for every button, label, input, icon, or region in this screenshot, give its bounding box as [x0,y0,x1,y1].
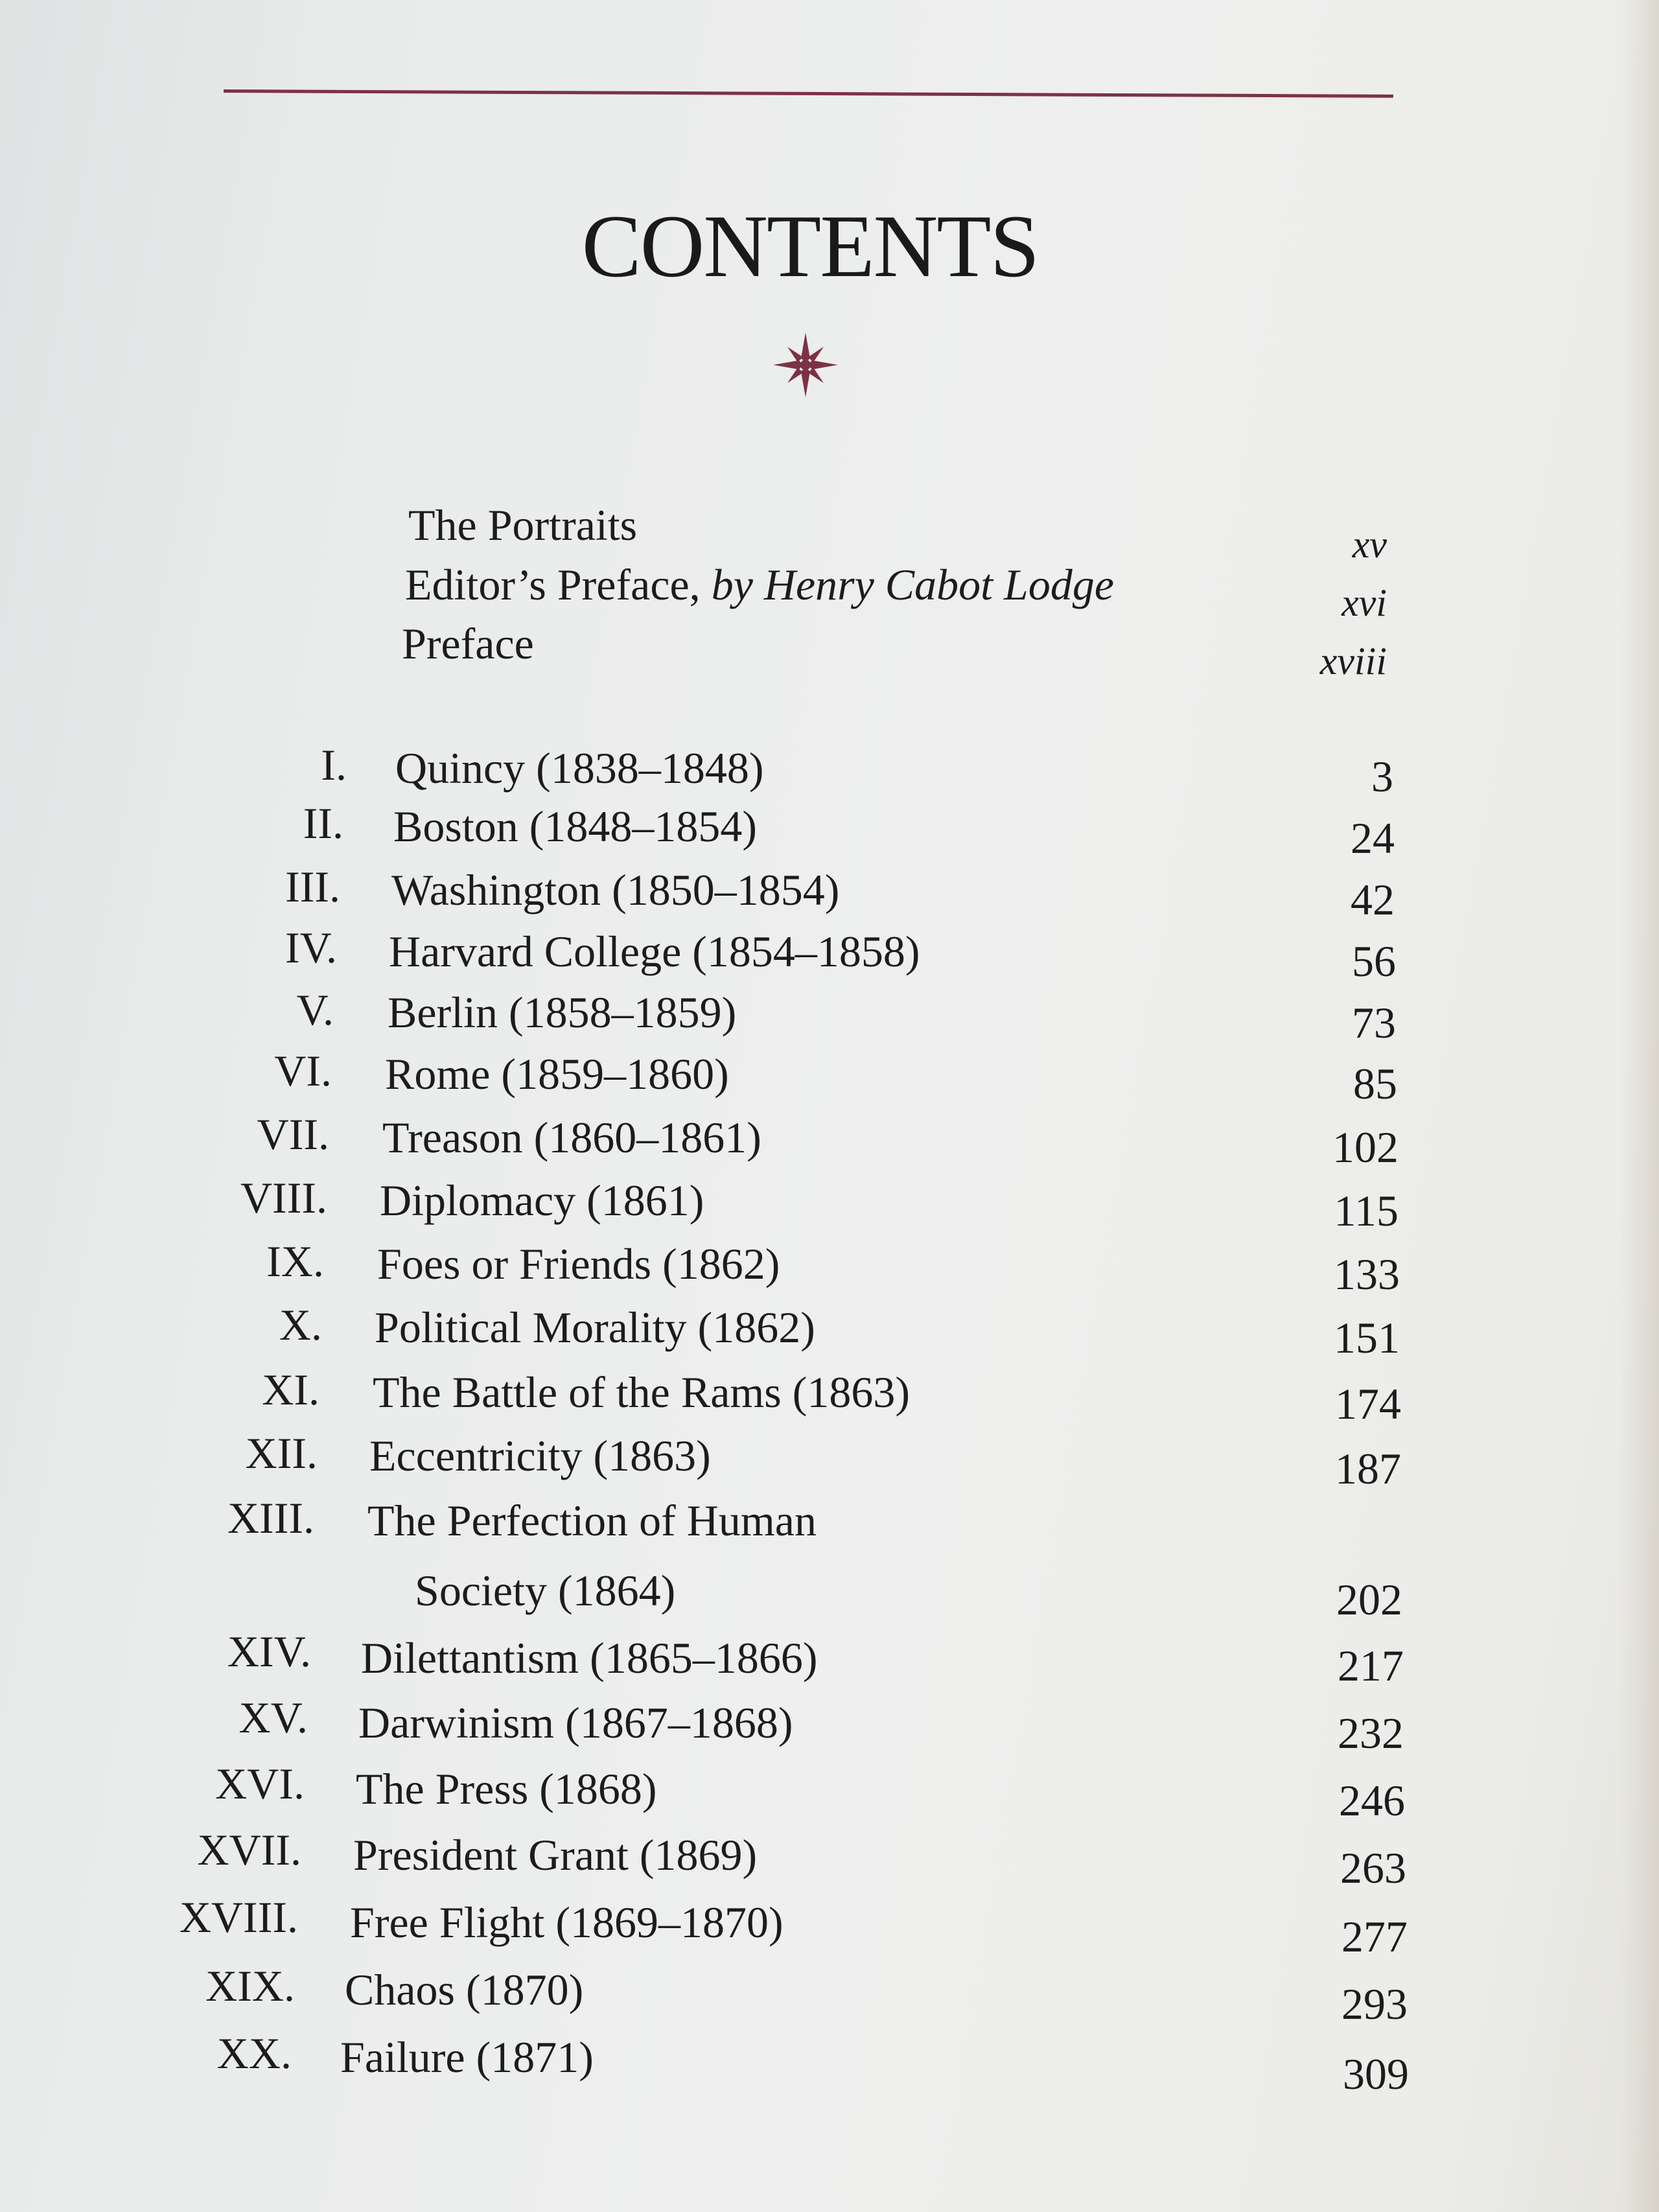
chapter-numeral: XI. [262,1365,319,1414]
chapter-title[interactable]: The Press (1868) [356,1764,657,1813]
chapter-numeral: VI. [274,1046,332,1095]
chapter-title[interactable]: Diplomacy (1861) [380,1176,704,1225]
front-matter-page: xvi [1341,581,1387,624]
chapter-page: 133 [1334,1250,1400,1299]
chapter-title[interactable]: Failure (1871) [340,2032,594,2082]
page-title: CONTENTS [581,196,1039,296]
chapter-numeral: VII. [257,1110,329,1159]
chapter-numeral: III. [285,862,340,911]
chapter-numeral: II. [303,798,343,848]
chapter-page: 42 [1351,875,1395,924]
chapter-numeral: XVI. [215,1759,305,1808]
front-matter-entry[interactable] [402,618,534,669]
chapter-numeral: IV. [285,923,337,972]
chapter-title[interactable]: Treason (1860–1861) [382,1113,761,1162]
chapter-title[interactable]: The Perfection of Human [367,1496,817,1545]
chapter-title[interactable]: Harvard College (1854–1858) [389,927,920,976]
chapter-numeral: XIV. [227,1627,311,1676]
chapter-page: 246 [1339,1776,1405,1825]
chapter-numeral: I. [321,740,347,789]
chapter-numeral: XVII. [197,1825,301,1874]
chapter-page: 56 [1352,937,1396,986]
chapter-title[interactable]: Free Flight (1869–1870) [350,1898,783,1947]
front-matter-entry[interactable] [408,499,637,551]
chapter-page: 3 [1371,752,1393,801]
chapter-numeral: IX. [266,1237,324,1286]
chapter-page: 309 [1343,2049,1409,2099]
chapter-title[interactable]: Dilettantism (1865–1866) [361,1633,818,1682]
chapter-numeral: VIII. [240,1173,327,1222]
chapter-page: 217 [1338,1641,1404,1690]
chapter-title[interactable]: Darwinism (1867–1868) [358,1698,793,1747]
chapter-title[interactable]: Boston (1848–1854) [393,802,757,851]
chapter-title[interactable]: Berlin (1858–1859) [388,988,737,1037]
chapter-numeral: XX. [216,2029,292,2078]
chapter-page: 102 [1332,1123,1398,1172]
chapter-title[interactable]: Eccentricity (1863) [369,1431,711,1480]
front-matter-label: Preface [402,619,534,668]
chapter-page: 85 [1353,1059,1397,1108]
chapter-numeral: XIII. [227,1493,314,1543]
chapter-page: 202 [1336,1575,1402,1624]
chapter-page: 232 [1338,1708,1404,1758]
front-matter-page: xviii [1319,640,1387,682]
chapter-title[interactable]: The Battle of the Rams (1863) [373,1368,911,1417]
chapter-page: 174 [1335,1379,1401,1428]
chapter-title-continued[interactable]: Society (1864) [415,1566,676,1615]
chapter-numeral: XII. [245,1428,318,1478]
chapter-title[interactable]: President Grant (1869) [353,1830,758,1880]
chapter-title[interactable]: Quincy (1838–1848) [395,743,764,793]
chapter-page: 277 [1341,1912,1408,1961]
chapter-numeral: V. [296,985,334,1034]
front-matter-byline: by Henry Cabot Lodge [711,560,1115,609]
chapter-numeral: XIX. [205,1961,295,2010]
chapter-title[interactable]: Rome (1859–1860) [385,1049,729,1099]
chapter-page: 115 [1334,1186,1398,1235]
chapter-title[interactable]: Foes or Friends (1862) [377,1239,780,1288]
chapter-numeral: X. [279,1300,322,1349]
chapter-numeral: XV. [238,1693,308,1742]
front-matter-label: Editor’s Preface, [405,560,712,609]
chapter-title[interactable]: Political Morality (1862) [375,1303,815,1352]
chapter-page: 187 [1335,1444,1401,1493]
chapter-page: 293 [1341,1979,1408,2029]
chapter-page: 151 [1334,1313,1400,1362]
chapter-page: 24 [1351,813,1395,863]
chapter-page: 263 [1340,1843,1406,1892]
chapter-page: 73 [1352,998,1396,1047]
front-matter-page: xv [1352,523,1387,566]
front-matter-label: The Portraits [408,500,638,550]
chapter-title[interactable]: Chaos (1870) [345,1965,584,2014]
chapter-numeral: XVIII. [179,1892,298,1942]
chapter-title[interactable]: Washington (1850–1854) [391,865,840,914]
front-matter-entry[interactable] [405,559,1114,611]
